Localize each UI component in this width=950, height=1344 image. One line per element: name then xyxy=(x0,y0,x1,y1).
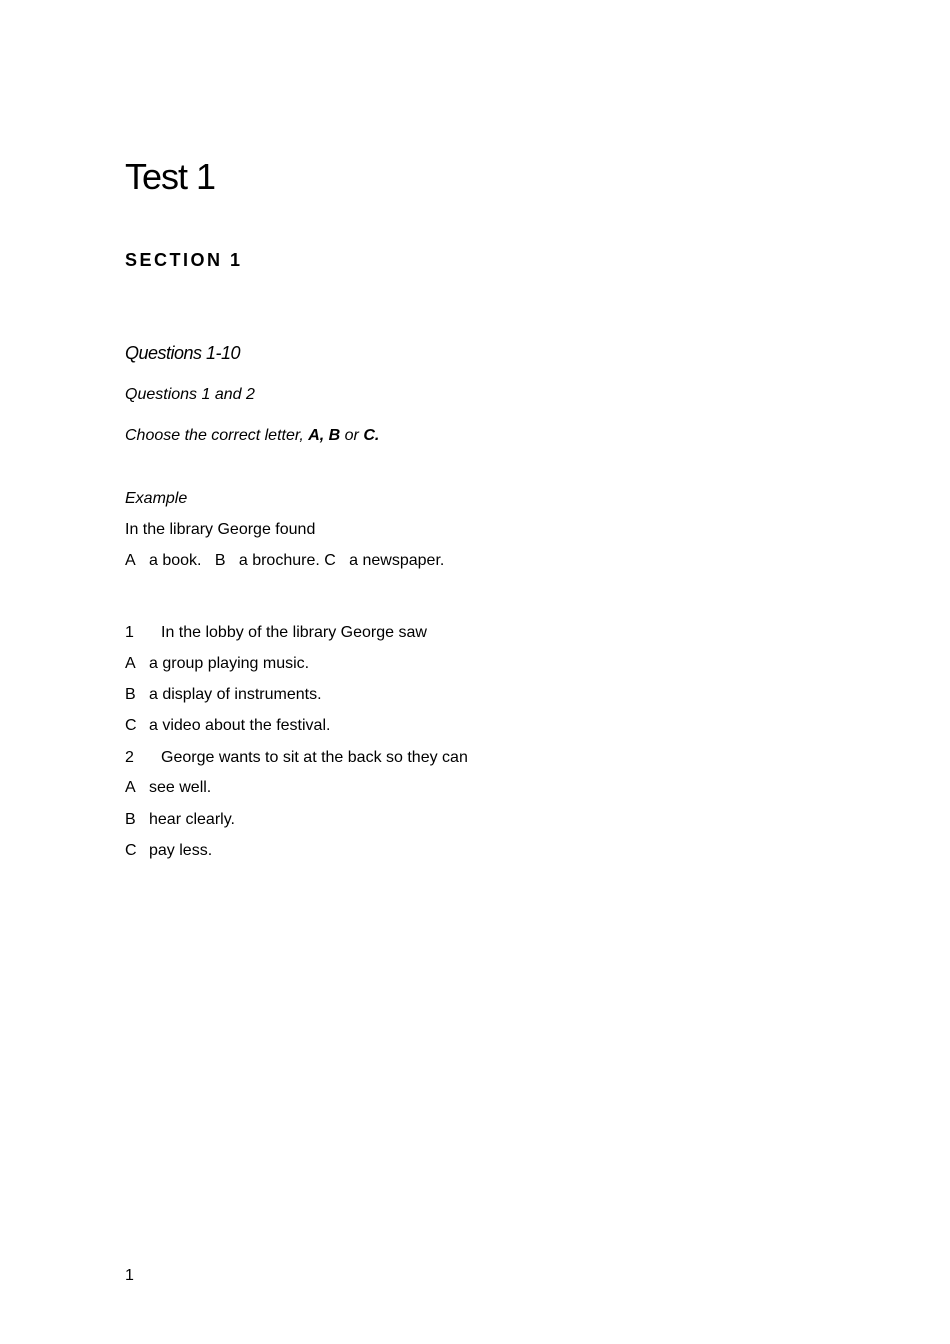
question-1-option-a xyxy=(125,655,309,673)
option-letter: C xyxy=(125,717,137,734)
example-option-letter: C xyxy=(324,552,336,569)
example-option-text: a brochure. xyxy=(238,552,320,569)
instruction-or: or xyxy=(340,427,364,444)
instruction-letters-ab: A, B xyxy=(308,427,341,444)
option-text: hear clearly. xyxy=(149,811,235,828)
question-number: 1 xyxy=(125,624,134,641)
page-number: 1 xyxy=(125,1267,134,1284)
instruction-prefix: Choose the correct letter, xyxy=(125,427,309,444)
question-1-stem xyxy=(125,624,427,642)
question-1-option-c xyxy=(125,717,330,735)
option-letter: A xyxy=(125,655,136,672)
example-options xyxy=(125,552,444,570)
example-label: Example xyxy=(125,490,188,507)
option-text: a display of instruments. xyxy=(149,686,322,703)
question-2-stem xyxy=(125,749,468,767)
question-number: 2 xyxy=(125,749,134,766)
page-title: Test 1 xyxy=(125,156,216,197)
question-2-option-b xyxy=(125,811,235,829)
example-option-text: a book. xyxy=(149,552,202,569)
question-2-option-c xyxy=(125,842,212,860)
example-option-letter: B xyxy=(214,552,226,569)
question-1-option-b xyxy=(125,686,322,704)
option-letter: A xyxy=(125,779,136,796)
option-letter: C xyxy=(125,842,137,859)
option-letter: B xyxy=(125,811,136,828)
option-letter: B xyxy=(125,686,136,703)
instruction-text xyxy=(125,427,379,445)
question-stem-text: In the lobby of the library George saw xyxy=(161,624,427,641)
example-option-letter: A xyxy=(125,552,136,569)
section-heading: SECTION 1 xyxy=(125,250,243,270)
example-stem: In the library George found xyxy=(125,521,316,538)
questions-range-heading: Questions 1-10 xyxy=(125,343,241,363)
instruction-letter-c: C. xyxy=(363,427,380,444)
option-text: pay less. xyxy=(149,842,213,859)
option-text: a video about the festival. xyxy=(149,717,331,734)
question-stem-text: George wants to sit at the back so they can xyxy=(161,749,468,766)
example-option-text: a newspaper. xyxy=(349,552,445,569)
question-2-option-a xyxy=(125,779,211,797)
questions-subheading: Questions 1 and 2 xyxy=(125,386,255,403)
option-text: see well. xyxy=(149,779,212,796)
option-text: a group playing music. xyxy=(149,655,310,672)
